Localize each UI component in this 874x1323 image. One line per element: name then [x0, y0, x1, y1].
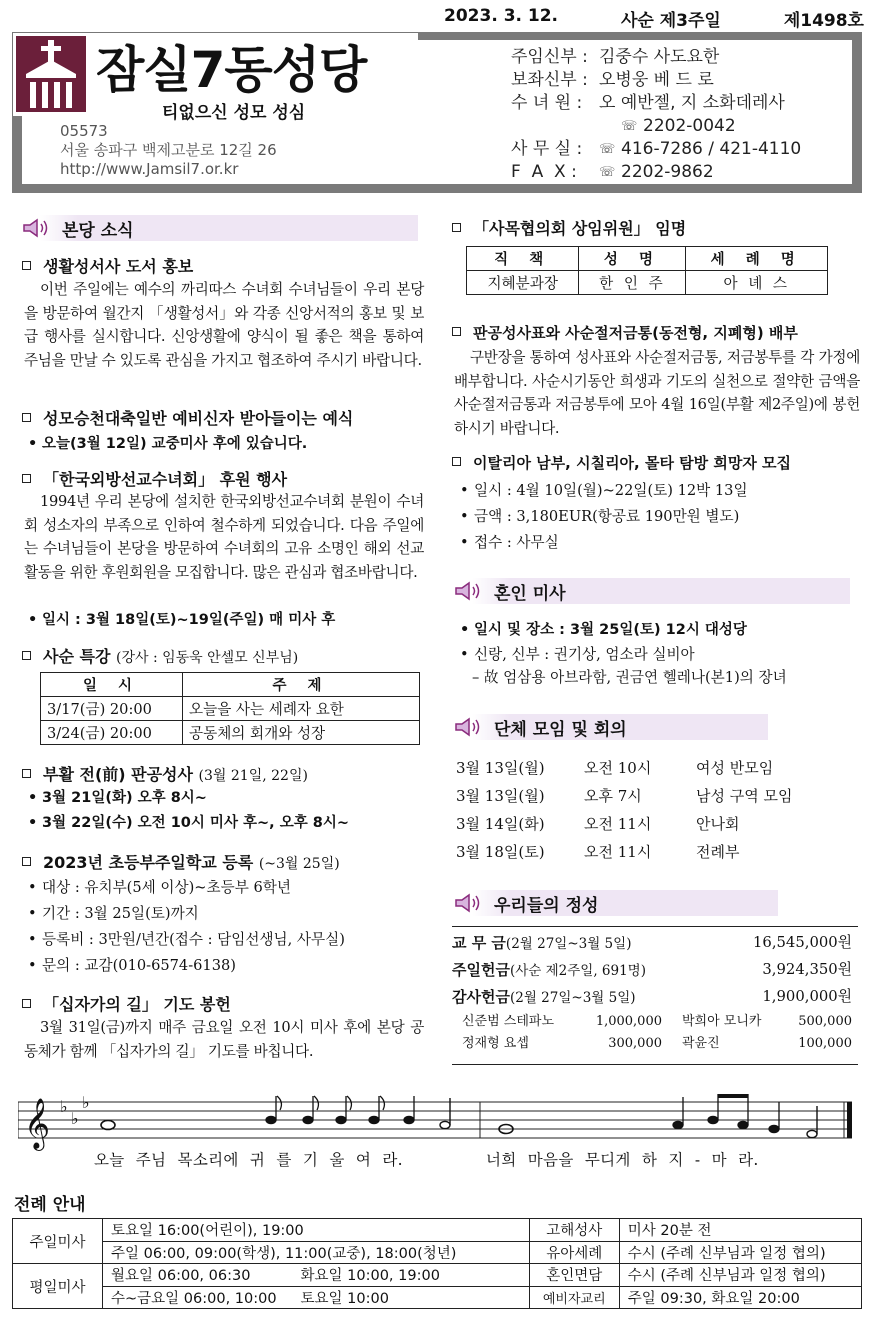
phone-icon: ☏ — [599, 142, 616, 157]
meeting-cell: 안나회 — [696, 815, 740, 833]
meeting-cell: 3월 13일(월) — [456, 759, 545, 777]
table-row: 3/17(금) 20:00 오늘을 사는 세례자 요한 — [41, 697, 420, 721]
lyrics-line-1: 오늘 주님 목소리에 귀 를 기 울 여 라. — [94, 1151, 403, 1169]
issue-date: 2023. 3. 12. — [444, 6, 559, 26]
svg-text:♭: ♭ — [60, 1097, 68, 1116]
staff-role: 보좌신부 : — [511, 70, 594, 90]
staff-role: 사 무 실 : — [511, 139, 588, 159]
bullet-item: • 등록비 : 3만원/년간(접수 : 담임선생님, 사무실) — [28, 931, 345, 948]
offering-row — [452, 984, 852, 1011]
wedding-title: 혼인 미사 — [494, 583, 566, 604]
wedding-note: – 故 엄삼용 아브라함, 권금연 헬레나(본1)의 장녀 — [472, 669, 787, 686]
offering-row — [452, 957, 852, 984]
bullet-item: • 일시 : 4월 10일(월)~22일(토) 12박 13일 — [460, 482, 748, 499]
list-item — [456, 838, 856, 866]
section-title: 이탈리아 남부, 시칠리아, 몰타 탐방 희망자 모집 — [452, 452, 791, 473]
parish-name: 잠실7동성당 — [96, 41, 367, 99]
donor-name: 정재형 요셉 — [462, 1036, 529, 1051]
meeting-cell: 전례부 — [696, 843, 740, 861]
section-body: 구반장을 통하여 성사표와 사순절저금통, 저금봉투를 각 가정에 배부합니다. 사순시기동안 희생과 기도의 실천으로 절약한 금액을 사순절저금통과 저금봉투에 모아 4월 16일(부활 제2주일)에 봉헌하시기 바랍니다. — [454, 349, 860, 437]
offering-label: 감사헌금(2월 27일~3월 5일) — [452, 988, 636, 1006]
bullet-item: • 금액 : 3,180EUR(항공료 190만원 별도) — [460, 508, 740, 525]
header-band — [12, 184, 862, 193]
donor-amount: 300,000 — [608, 1036, 662, 1051]
offering-amount: 3,924,350원 — [762, 961, 852, 978]
header-band — [12, 116, 22, 192]
staff-value: 2202-0042 — [643, 116, 736, 136]
lecture-table: 일 시 주 제 3/17(금) 20:00 오늘을 사는 세례자 요한 3/24(금) 20:00 공동체의 회개와 성장 — [40, 672, 420, 745]
donor-amount: 1,000,000 — [595, 1014, 662, 1029]
offering-label: 교 무 금(2월 27일~3월 5일) — [452, 934, 632, 952]
section-title: 「한국외방선교수녀회」 후원 행사 — [22, 467, 287, 490]
website-link[interactable]: http://www.Jamsil7.or.kr — [60, 160, 239, 178]
header-band — [852, 32, 862, 192]
bullet-item: • 대상 : 유치부(5세 이상)~초등부 6학년 — [28, 879, 291, 896]
donor-name: 박희아 모니카 — [682, 1014, 762, 1029]
bullet-item: • 문의 : 교감(010-6574-6138) — [28, 957, 236, 974]
section-title: 사순 특강 (강사 : 임동욱 안셀모 신부님) — [22, 644, 298, 667]
meetings-title: 단체 모임 및 회의 — [494, 719, 627, 740]
donor-amount: 100,000 — [798, 1036, 852, 1051]
bullet-item: • 3월 22일(수) 오전 10시 미사 후~, 오후 8시~ — [28, 815, 350, 831]
staff-value: 2202-9862 — [621, 162, 714, 182]
staff-row — [511, 115, 801, 138]
staff-row — [511, 92, 801, 115]
bullet-item: • 일시 및 장소 : 3월 25일(토) 12시 대성당 — [460, 622, 747, 638]
church-logo-icon — [16, 36, 86, 112]
staff-list — [511, 46, 801, 184]
list-item — [456, 810, 856, 838]
divider — [452, 926, 858, 927]
section-body: 3월 31일(금)까지 매주 금요일 오전 10시 미사 후에 본당 공동체가 함께 「십자가의 길」 기도를 바칩니다. — [24, 1019, 424, 1060]
list-item — [456, 754, 856, 782]
speaker-icon — [18, 215, 62, 241]
divider — [452, 1064, 858, 1065]
staff-role: 수 녀 원 : — [511, 93, 588, 113]
staff-role: F A X : — [511, 162, 583, 182]
section-body: 이번 주일에는 예수의 까리따스 수녀회 수녀님들이 우리 본당을 방문하여 월간지 「생활성서」와 각종 신앙서적의 홍보 및 보급 행사를 실시합니다. 신앙생활에 양식이 될 좋은 책을 통하여 주님을 만날 수 있도록 관심을 가지고 협조하여 주시기 바랍니다. — [24, 281, 424, 369]
lyrics-line-2: 너희 마음을 무디게 하 지 - 마 라. — [486, 1151, 759, 1169]
offering-title: 우리들의 정성 — [494, 895, 599, 916]
liturgy-title: 전례 안내 — [14, 1195, 86, 1215]
staff-row — [511, 138, 801, 161]
sunday-label: 주일미사 — [13, 1219, 103, 1264]
staff-row — [511, 161, 801, 184]
bullet-item: • 일시 : 3월 18일(토)~19일(주일) 매 미사 후 — [28, 612, 336, 628]
issue-season: 사순 제3주일 — [620, 11, 721, 31]
staff-role — [511, 115, 621, 138]
svg-text:𝄞: 𝄞 — [24, 1098, 51, 1149]
svg-text:♭: ♭ — [82, 1093, 90, 1112]
meeting-cell: 여성 반모임 — [696, 759, 774, 777]
bullet-item: • 오늘(3월 12일) 교중미사 후에 있습니다. — [28, 436, 308, 452]
meeting-cell: 오후 7시 — [584, 787, 642, 805]
section-title: 「십자가의 길」 기도 봉헌 — [22, 992, 231, 1015]
street-address: 서울 송파구 백제고분로 12길 26 — [60, 141, 277, 159]
staff-value: 김중수 사도요한 — [599, 47, 720, 67]
offering-label: 주일헌금(사순 제2주일, 691명) — [452, 961, 646, 979]
liturgy-table: 주일미사 토요일 16:00(어린이), 19:00 고해성사 미사 20분 전 주일 06:00, 09:00(학생), 11:00(교중), 18:00(청년) 유아세례 수시 (주례 신부님과 일정 협의) 평일미사 월요일 06:00, 06:30 화요일 10:00, 19:00 혼인면담 수시 (주례 신부님과 일정 협의) 수~금요일 06:00, 10:00 토요일 10:00 예비자교리 주일 09:30, 화요일 20:00 — [12, 1218, 862, 1309]
bullet-item: • 신랑, 신부 : 권기상, 엄소라 실비아 — [460, 646, 695, 663]
section-header-meetings — [450, 714, 768, 740]
header-band — [418, 32, 862, 40]
section-header-wedding — [450, 578, 850, 604]
section-header-news — [18, 215, 418, 241]
offering-amount: 16,545,000원 — [752, 934, 852, 951]
meeting-cell: 오전 11시 — [584, 843, 652, 861]
treble-clef-icon — [24, 1098, 50, 1151]
staff-row — [511, 69, 801, 92]
donor-amount: 500,000 — [798, 1014, 852, 1029]
meeting-cell: 오전 10시 — [584, 759, 652, 777]
offering-amount: 1,900,000원 — [762, 988, 852, 1005]
section-title: 2023년 초등부주일학교 등록 (~3월 25일) — [22, 850, 340, 873]
committee-table: 직 책 성 명 세 례 명 지혜분과장 한 인 주 아 녜 스 — [466, 246, 828, 295]
parish-subtitle: 티없으신 성모 성심 — [162, 103, 306, 123]
section-title: 성모승천대축일반 예비신자 받아들이는 예식 — [22, 406, 353, 429]
meeting-cell: 오전 11시 — [584, 815, 652, 833]
phone-icon: ☏ — [599, 165, 616, 180]
speaker-icon — [450, 578, 494, 604]
bullet-item: • 3월 21일(화) 오후 8시~ — [28, 790, 207, 806]
section-body: 1994년 우리 본당에 설치한 한국외방선교수녀회 분원이 수녀회 성소자의 부족으로 인하여 철수하게 되었습니다. 다음 주일에는 수녀님들이 본당을 방문하여 수녀회의 고유 소명인 해외 선교 활동을 위한 후원회원을 모집합니다. 많은 관심과 협조바랍니다. — [24, 493, 424, 581]
speaker-icon — [450, 714, 494, 740]
section-title: 판공성사표와 사순절저금통(동전형, 지폐형) 배부 — [452, 322, 798, 343]
section-title: 부활 전(前) 판공성사 (3월 21일, 22일) — [22, 762, 308, 785]
postcode: 05573 — [60, 122, 108, 140]
phone-icon: ☏ — [621, 119, 638, 134]
staff-row — [511, 46, 801, 69]
issue-line — [444, 6, 864, 32]
table-row: 지혜분과장 한 인 주 아 녜 스 — [467, 271, 828, 295]
svg-text:♭: ♭ — [71, 1109, 79, 1128]
news-title: 본당 소식 — [62, 220, 134, 241]
meeting-cell: 3월 14일(화) — [456, 815, 545, 833]
meetings-list — [456, 754, 856, 866]
donor-name: 신준범 스테파노 — [462, 1014, 555, 1029]
address-block — [60, 122, 277, 179]
staff-value: 416-7286 / 421-4110 — [621, 139, 802, 159]
section-title: 「사목협의회 상임위원」 임명 — [452, 216, 686, 239]
bullet-item: • 접수 : 사무실 — [460, 534, 559, 551]
donor-row — [452, 1033, 852, 1055]
bullet-item: • 기간 : 3월 25일(토)까지 — [28, 905, 199, 922]
issue-number: 제1498호 — [783, 11, 864, 31]
donor-name: 곽윤진 — [682, 1036, 720, 1051]
offerings-list — [452, 930, 852, 1055]
weekday-label: 평일미사 — [13, 1264, 103, 1309]
section-title: 생활성서사 도서 홍보 — [22, 254, 193, 277]
staff-role: 주임신부 : — [511, 47, 594, 67]
meeting-cell: 3월 13일(월) — [456, 787, 545, 805]
section-header-offering — [450, 890, 778, 916]
donor-row — [452, 1011, 852, 1033]
table-row: 3/24(금) 20:00 공동체의 회개와 성장 — [41, 721, 420, 745]
staff-value: 오병웅 베 드 로 — [599, 70, 714, 90]
meeting-cell: 남성 구역 모임 — [696, 787, 793, 805]
list-item — [456, 782, 856, 810]
meeting-cell: 3월 18일(토) — [456, 843, 545, 861]
offering-row — [452, 930, 852, 957]
speaker-icon — [450, 890, 494, 916]
staff-value: 오 예반젤, 지 소화데레사 — [599, 93, 785, 113]
